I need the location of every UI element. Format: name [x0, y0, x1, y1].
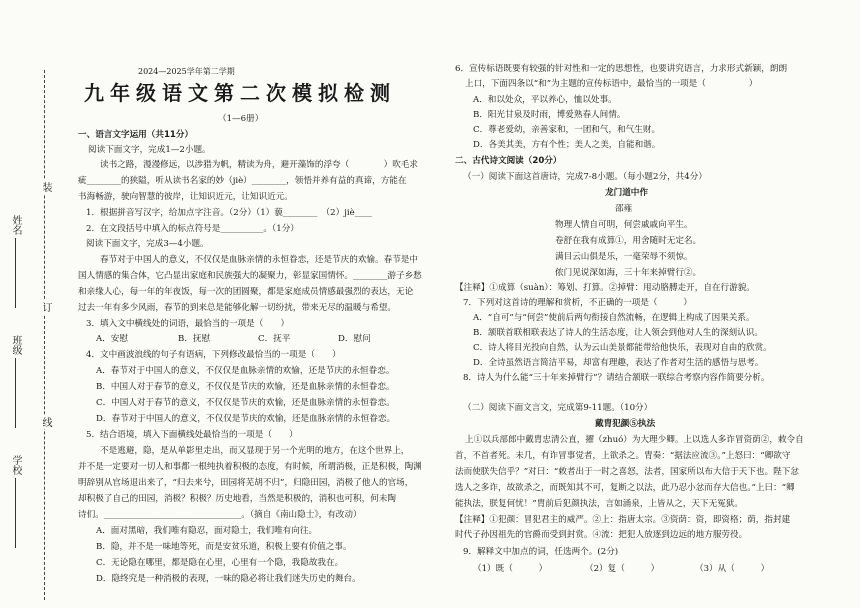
q5-option-d: D．隐终究是一种消极的表现，一味的隐必将让我们迷失历史的舞台。 — [96, 574, 361, 584]
poem-line-3: 满目云山俱是乐，一毫荣辱不须惊。 — [555, 252, 693, 262]
class-label: 班级 — [10, 335, 21, 355]
passage-2-line-3: 和亲缘人心，每一年的年夜饭，每一次的团圆聚，都是家庭成员情感最强烈的表达，无论 — [78, 287, 414, 297]
question-3: 3．填入文中横线处的词语，最恰当的一项是（ ） — [86, 319, 290, 329]
q6-option-b: B．阳光甘泉及时雨，博爱熟春人间情。 — [473, 110, 626, 120]
passage-1-line-2: 疵________的狭隘，听从读书名家的妙（jiè）________，领悟并养有益的真谛，方能在 — [78, 176, 407, 186]
name-field[interactable] — [8, 215, 23, 308]
q3-option-d: D．慰问 — [338, 334, 371, 344]
q3-option-a: A．安慰 — [96, 334, 128, 344]
binding-dash-line — [44, 70, 45, 600]
question-9: 9．解释文中加点的词，任选两个。(2分) — [463, 547, 619, 557]
q6-option-d: D．各美其美，方有个性；美人之美，自能和谐。 — [473, 140, 661, 150]
poem-author: 邵雍 — [615, 204, 633, 214]
school-label: 学校 — [10, 455, 21, 475]
question-6-line-2: 上口，下面四条以“和”为主题的宣传标语中，最恰当的一项是（ ） — [465, 79, 758, 89]
classical-text-title: 戴胄犯颜⑤执法 — [595, 419, 656, 429]
q5-option-c: C．无论隐在哪里，都是隐在心里，心里有一个隐，我隐故我在。 — [96, 558, 344, 568]
margin-label-xian: 线 — [40, 417, 51, 427]
classical-text-line-3: 法而使朕失信乎？”对曰：“敕者出于一时之喜怒，法者，国家所以布大信于天下也。陛下忿 — [455, 467, 799, 477]
q9-item-2[interactable]: （2）复（ ） — [585, 564, 660, 574]
classical-text-line-2: 首，不首者死。未几，有诈冒事觉者，上欲杀之。胄奏：“据法应流③。”上怒曰：“卿欲守 — [455, 451, 791, 461]
q5-passage-line-5: 诗们。________________________________。（摘自《南山隐士》，有改动） — [78, 510, 362, 520]
section-1-heading: 一、语言文字运用（共11分） — [78, 130, 194, 140]
poem-line-2: 卷舒在我有成算①，用舍随时无定名。 — [555, 236, 702, 246]
q4-option-d: D．春节对于中国人的意义，不仅仅是节庆的欢愉，还是血脉亲情的永恒眷恋。 — [96, 414, 396, 424]
q4-option-a: A．春节对于中国人的意义，不仅仅是血脉亲情的欢愉，还是节庆的永恒眷恋。 — [96, 366, 395, 376]
classical-note-line-2: 时代子孙因祖先的官爵而受到封赏。④流：把犯人放逐到边远的地方服劳役。 — [455, 530, 748, 540]
classical-text-intro: （二）阅读下面文言文，完成第9-11题。（10分） — [463, 403, 653, 413]
school-year: 2024—2025学年第二学期 — [138, 67, 235, 76]
classical-note-line-1: 【注释】①犯颜：冒犯君主的威严。②上：指唐太宗。③资荫：资，即资格；荫，指封建 — [455, 515, 791, 525]
q9-item-3[interactable]: （3）从（ ） — [695, 564, 770, 574]
question-8: 8．诗人为什么能“三十年来掉臂行”？请结合颔联一联综合考察内容作简要分析。 — [463, 373, 770, 383]
q7-option-d: D．全诗虽然语言简洁平易，却富有理趣，表达了作者对生活的感悟与思考。 — [473, 358, 764, 368]
q5-passage-line-3: 明辞别从官场退出来了，“归去来兮，田园将芜胡不归”，归隐田园，消极了他人的官场， — [78, 478, 414, 488]
poem-note: 【注释】①成算（suàn）：筹划、打算。②掉臂：甩动胳膊走开，自在行游貌。 — [455, 283, 755, 293]
passage-2-line-1: 春节对于中国人的意义，不仅仅是血脉亲情的永恒眷恋，还是节庆的欢愉。春节是中 — [100, 255, 418, 265]
q6-option-c: C．尊老爱幼，亲善家和，一团和气，和气生财。 — [473, 125, 661, 135]
margin-label-ding: 订 — [40, 302, 51, 312]
poem-intro: （一）阅读下面这首唐诗，完成7-8小题。（每小题2分，共4分） — [463, 172, 707, 182]
q5-option-b: B．隐，并不是一味地等死，而是安贫乐道，积极上要有价值之事。 — [96, 542, 352, 552]
question-6-line-1: 6．宣传标语既要有较强的针对性和一定的思想性，也要讲究语言，力求形式新颖，朗朗 — [455, 64, 788, 74]
school-field[interactable] — [8, 455, 23, 548]
section-2-heading: 二、古代诗文阅读（20分） — [455, 156, 562, 166]
passage-2-line-2: 国人情感的集合体，它凸显出家庭和民族强大的凝聚力，彰显家国情怀。________游子乡愁 — [78, 271, 422, 281]
q3-option-b: B．抚慰 — [178, 334, 211, 344]
book-scope: （1—6册） — [218, 114, 264, 124]
classical-text-line-4: 选人之多诈，故欲杀之，而既知其不可，复断之以法，此乃忍小忿而存大信也。”上曰：“卿 — [455, 483, 795, 493]
passage-1-line-3: 书海畅游，驶向智慧的彼岸，让知识近元，让知识近元。 — [78, 192, 293, 202]
poem-line-4: 侬门见说深如海，三十年来掉臂行②。 — [555, 268, 702, 278]
poem-line-1: 物理人情自可明，何尝戚戚向平生。 — [555, 220, 693, 230]
question-2: 2．在文段括号中填入的标点符号是__________。（1分） — [86, 224, 299, 234]
passage-2-intro: 阅读下面文字，完成3—4小题。 — [86, 239, 209, 249]
margin-label-zhuang: 装 — [40, 182, 51, 192]
question-1: 1．根据拼音写汉字，给加点字注音。（2分）（1）藐________ （2）jiè____ — [86, 208, 372, 218]
q5-passage-line-2: 并不是一定要对一切人和事都一根纯执着积极的态度，有时候，所谓消极，正是积极，陶渊 — [78, 462, 422, 472]
question-5: 5．结合语境，填入下面横线处最恰当的一项是（ ） — [86, 430, 298, 440]
q9-item-1[interactable]: （1）既（ ） — [473, 564, 548, 574]
q5-option-a: A．面对黑暗，我们唯有隐忍，面对隐士，我们唯有向往。 — [96, 526, 318, 536]
q7-option-a: A．“自可”与“何尝”使前后两句衔接自然流畅，在逻辑上构成了因果关系。 — [473, 313, 755, 323]
poem-title: 龙门道中作 — [605, 188, 648, 198]
name-label: 姓名 — [10, 215, 21, 235]
passage-1-line-1: 读书之路，漫漫修远，以涉猎为帆，精读为舟，避开藻饰的浮夸（ ）吹毛求 — [100, 160, 418, 170]
passage-2-line-4: 过去一年有多少风雨，春节的到来总是能够化解一切纷扰，带来无尽的温暖与希望。 — [78, 303, 396, 313]
q5-passage-line-1: 不是逃避，隐，是从单影里走出，而又显现于另一个光明的地方，在这个世界上， — [100, 446, 410, 456]
classical-text-line-1: 上①以兵部郎中戴胄忠清公直，擢（zhuó）为大理少卿。上以选人多诈冒资荫②，敕令自 — [465, 435, 804, 445]
question-4: 4．文中画波浪线的句子有语病，下列修改最恰当的一项是（ ） — [86, 350, 341, 360]
classical-text-line-5: 能执法，朕复何忧！”胄前后犯颜执法，言如涌泉，上皆从之，天下无冤狱。 — [455, 499, 743, 509]
q4-option-c: C．中国人对于春节的意义，不仅仅是节庆的欢愉，还是血脉亲情的永恒眷恋。 — [96, 398, 395, 408]
passage-1-intro: 阅读下面文字，完成1—2小题。 — [88, 145, 211, 155]
q5-passage-line-4: 却积极了自己的田园，消极？积极？历史地看，当然是积极的，消积也可积，何未陶 — [78, 494, 396, 504]
q6-option-a: A．和以处众，平以养心，恤以处事。 — [473, 95, 617, 105]
exam-title: 九年级语文第二次模拟检测 — [84, 81, 396, 105]
q4-option-b: B．中国人对于春节的意义，不仅仅是节庆的欢愉，还是血脉亲情的永恒眷恋。 — [96, 382, 395, 392]
q3-option-c: C．抚平 — [258, 334, 291, 344]
question-7: 7．下列对这首诗的理解和赏析，不正确的一项是（ ） — [463, 298, 692, 308]
class-field[interactable] — [8, 335, 23, 428]
binding-margin — [0, 0, 60, 608]
q7-option-c: C．诗人将目光投向自然，认为云山美景都能带给他快乐，表现对自由的欣赏。 — [473, 343, 772, 353]
q7-option-b: B．颔联首联相联表达了诗人的生活态度，让人领会到他对人生的深刻认识。 — [473, 328, 763, 338]
